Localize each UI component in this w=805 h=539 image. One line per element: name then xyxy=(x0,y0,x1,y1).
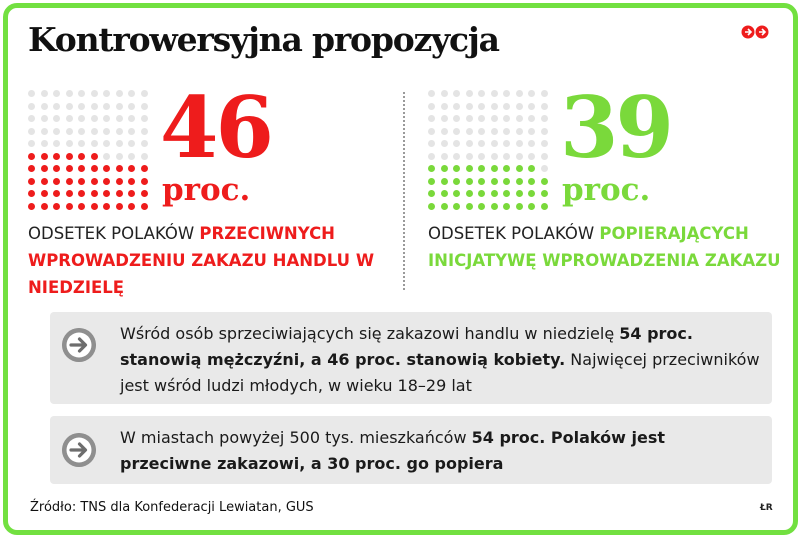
waffle-dot-empty xyxy=(528,115,535,122)
waffle-dot-empty xyxy=(516,128,523,135)
waffle-dot-empty xyxy=(428,128,435,135)
source-note: Źródło: TNS dla Konfederacji Lewiatan, GUS xyxy=(30,500,314,515)
waffle-dot-filled xyxy=(116,178,123,185)
waffle-dot-filled xyxy=(453,165,460,172)
waffle-dot-filled xyxy=(28,153,35,160)
waffle-dot-empty xyxy=(66,90,73,97)
waffle-dot-empty xyxy=(103,153,110,160)
waffle-dot-empty xyxy=(516,90,523,97)
waffle-dot-filled xyxy=(428,190,435,197)
waffle-dot-empty xyxy=(103,128,110,135)
waffle-dot-empty xyxy=(41,90,48,97)
waffle-dot-empty xyxy=(66,103,73,110)
waffle-dot-empty xyxy=(541,90,548,97)
waffle-dot-filled xyxy=(116,165,123,172)
waffle-dot-empty xyxy=(441,140,448,147)
waffle-dot-filled xyxy=(478,178,485,185)
description-plain: ODSETEK POLAKÓW xyxy=(28,224,200,243)
waffle-dot-empty xyxy=(41,115,48,122)
waffle-dot-filled xyxy=(516,190,523,197)
waffle-dot-empty xyxy=(478,140,485,147)
waffle-dot-empty xyxy=(41,140,48,147)
waffle-dot-empty xyxy=(78,140,85,147)
waffle-dot-empty xyxy=(503,128,510,135)
waffle-dot-empty xyxy=(478,153,485,160)
description-highlight: POPIERAJĄCYCH INICJATYWĘ WPROWADZENIA ZAKAZU xyxy=(428,224,781,270)
page-title: Kontrowersyjna propozycja xyxy=(28,20,499,59)
waffle-dot-empty xyxy=(78,103,85,110)
waffle-dot-filled xyxy=(428,165,435,172)
waffle-dot-empty xyxy=(128,140,135,147)
waffle-dot-filled xyxy=(116,190,123,197)
waffle-dot-filled xyxy=(141,178,148,185)
waffle-dot-empty xyxy=(141,128,148,135)
waffle-dot-filled xyxy=(141,165,148,172)
waffle-dot-empty xyxy=(491,115,498,122)
waffle-dot-empty xyxy=(53,103,60,110)
waffle-dot-filled xyxy=(41,203,48,210)
waffle-dot-filled xyxy=(91,190,98,197)
waffle-chart-against xyxy=(28,90,153,214)
waffle-dot-empty xyxy=(541,115,548,122)
waffle-dot-filled xyxy=(78,165,85,172)
waffle-dot-filled xyxy=(41,165,48,172)
waffle-dot-empty xyxy=(491,140,498,147)
waffle-dot-empty xyxy=(491,103,498,110)
note-box-1 xyxy=(50,312,772,404)
waffle-dot-filled xyxy=(78,178,85,185)
waffle-dot-empty xyxy=(53,128,60,135)
waffle-dot-filled xyxy=(491,165,498,172)
waffle-dot-empty xyxy=(41,103,48,110)
waffle-dot-empty xyxy=(441,153,448,160)
waffle-dot-filled xyxy=(541,203,548,210)
waffle-dot-empty xyxy=(141,153,148,160)
author-credit: ŁR xyxy=(760,503,773,513)
waffle-dot-empty xyxy=(91,90,98,97)
waffle-dot-empty xyxy=(528,153,535,160)
waffle-dot-empty xyxy=(28,103,35,110)
waffle-dot-filled xyxy=(53,153,60,160)
waffle-dot-filled xyxy=(541,190,548,197)
waffle-dot-filled xyxy=(441,165,448,172)
description-highlight: PRZECIWNYCH WPROWADZENIU ZAKAZU HANDLU W NIEDZIELĘ xyxy=(28,224,375,297)
waffle-dot-empty xyxy=(503,90,510,97)
waffle-dot-empty xyxy=(91,140,98,147)
waffle-dot-empty xyxy=(53,115,60,122)
waffle-dot-empty xyxy=(116,153,123,160)
stat-unit-against: proc. xyxy=(162,172,251,208)
waffle-dot-empty xyxy=(466,90,473,97)
waffle-dot-empty xyxy=(478,128,485,135)
waffle-dot-empty xyxy=(503,103,510,110)
waffle-dot-filled xyxy=(541,178,548,185)
publisher-logo-icon xyxy=(741,24,771,40)
waffle-dot-empty xyxy=(28,128,35,135)
waffle-dot-filled xyxy=(478,203,485,210)
waffle-dot-empty xyxy=(528,128,535,135)
waffle-dot-filled xyxy=(478,165,485,172)
waffle-dot-empty xyxy=(428,90,435,97)
infographic-frame xyxy=(3,3,798,535)
waffle-dot-filled xyxy=(491,203,498,210)
waffle-dot-filled xyxy=(128,203,135,210)
waffle-dot-empty xyxy=(28,115,35,122)
note-text-regular: W miastach powyżej 500 tys. mieszkańców xyxy=(120,428,472,447)
waffle-dot-filled xyxy=(503,203,510,210)
waffle-chart-support xyxy=(428,90,553,214)
waffle-dot-empty xyxy=(103,103,110,110)
waffle-dot-filled xyxy=(103,203,110,210)
note-text-bold: 54 proc. stanowią mężczyźni, a 46 proc. stanowią kobiety. xyxy=(120,324,693,369)
waffle-dot-empty xyxy=(516,153,523,160)
waffle-dot-empty xyxy=(141,115,148,122)
waffle-dot-empty xyxy=(103,90,110,97)
waffle-dot-empty xyxy=(141,140,148,147)
waffle-dot-filled xyxy=(491,190,498,197)
waffle-dot-empty xyxy=(116,128,123,135)
waffle-dot-filled xyxy=(28,203,35,210)
waffle-dot-filled xyxy=(66,203,73,210)
waffle-dot-empty xyxy=(466,153,473,160)
waffle-dot-filled xyxy=(453,190,460,197)
waffle-dot-filled xyxy=(116,203,123,210)
waffle-dot-filled xyxy=(78,153,85,160)
waffle-dot-filled xyxy=(528,178,535,185)
waffle-dot-empty xyxy=(116,115,123,122)
waffle-dot-filled xyxy=(103,190,110,197)
waffle-dot-empty xyxy=(453,115,460,122)
waffle-dot-empty xyxy=(541,165,548,172)
waffle-dot-empty xyxy=(441,128,448,135)
waffle-dot-empty xyxy=(541,103,548,110)
waffle-dot-filled xyxy=(53,165,60,172)
stat-unit-support: proc. xyxy=(562,172,651,208)
stat-description-against xyxy=(28,220,388,301)
waffle-dot-filled xyxy=(53,190,60,197)
waffle-dot-filled xyxy=(91,153,98,160)
waffle-dot-empty xyxy=(541,153,548,160)
waffle-dot-filled xyxy=(28,165,35,172)
waffle-dot-empty xyxy=(466,140,473,147)
waffle-dot-empty xyxy=(453,153,460,160)
waffle-dot-filled xyxy=(491,178,498,185)
arrow-right-icon xyxy=(62,328,96,362)
waffle-dot-filled xyxy=(66,165,73,172)
waffle-dot-filled xyxy=(41,178,48,185)
waffle-dot-empty xyxy=(441,115,448,122)
waffle-dot-empty xyxy=(116,90,123,97)
waffle-dot-empty xyxy=(128,115,135,122)
waffle-dot-empty xyxy=(78,128,85,135)
waffle-dot-empty xyxy=(91,128,98,135)
waffle-dot-filled xyxy=(41,190,48,197)
waffle-dot-empty xyxy=(453,90,460,97)
waffle-dot-empty xyxy=(528,140,535,147)
waffle-dot-filled xyxy=(66,190,73,197)
waffle-dot-empty xyxy=(503,140,510,147)
waffle-dot-filled xyxy=(128,178,135,185)
waffle-dot-filled xyxy=(503,165,510,172)
note-text-2 xyxy=(120,425,760,477)
waffle-dot-empty xyxy=(91,115,98,122)
waffle-dot-empty xyxy=(428,140,435,147)
waffle-dot-filled xyxy=(466,178,473,185)
waffle-dot-filled xyxy=(66,178,73,185)
waffle-dot-filled xyxy=(128,165,135,172)
waffle-dot-empty xyxy=(453,140,460,147)
waffle-dot-filled xyxy=(441,203,448,210)
waffle-dot-filled xyxy=(53,178,60,185)
waffle-dot-empty xyxy=(491,90,498,97)
description-plain: ODSETEK POLAKÓW xyxy=(428,224,600,243)
waffle-dot-filled xyxy=(503,178,510,185)
waffle-dot-filled xyxy=(41,153,48,160)
note-text-regular: Najwięcej przeciwników jest wśród ludzi młodych, w wieku 18–29 lat xyxy=(120,350,760,395)
waffle-dot-empty xyxy=(516,103,523,110)
waffle-dot-empty xyxy=(128,103,135,110)
waffle-dot-empty xyxy=(128,153,135,160)
stat-number-against: 46 xyxy=(160,78,271,177)
waffle-dot-empty xyxy=(528,90,535,97)
waffle-dot-filled xyxy=(28,190,35,197)
waffle-dot-empty xyxy=(78,115,85,122)
waffle-dot-filled xyxy=(91,203,98,210)
waffle-dot-empty xyxy=(466,115,473,122)
waffle-dot-empty xyxy=(441,103,448,110)
waffle-dot-empty xyxy=(41,128,48,135)
waffle-dot-empty xyxy=(478,115,485,122)
waffle-dot-empty xyxy=(428,115,435,122)
waffle-dot-filled xyxy=(528,203,535,210)
waffle-dot-empty xyxy=(453,103,460,110)
waffle-dot-empty xyxy=(428,153,435,160)
waffle-dot-empty xyxy=(478,90,485,97)
waffle-dot-empty xyxy=(428,103,435,110)
waffle-dot-filled xyxy=(91,165,98,172)
waffle-dot-empty xyxy=(128,90,135,97)
waffle-dot-empty xyxy=(503,153,510,160)
waffle-dot-empty xyxy=(491,128,498,135)
waffle-dot-empty xyxy=(91,103,98,110)
waffle-dot-empty xyxy=(466,128,473,135)
waffle-dot-empty xyxy=(28,90,35,97)
waffle-dot-filled xyxy=(91,178,98,185)
waffle-dot-filled xyxy=(516,203,523,210)
waffle-dot-filled xyxy=(128,190,135,197)
waffle-dot-filled xyxy=(141,190,148,197)
waffle-dot-filled xyxy=(516,165,523,172)
waffle-dot-empty xyxy=(116,103,123,110)
waffle-dot-filled xyxy=(103,165,110,172)
waffle-dot-filled xyxy=(453,203,460,210)
waffle-dot-empty xyxy=(103,140,110,147)
waffle-dot-filled xyxy=(141,203,148,210)
waffle-dot-empty xyxy=(478,103,485,110)
waffle-dot-empty xyxy=(66,140,73,147)
waffle-dot-filled xyxy=(441,178,448,185)
waffle-dot-empty xyxy=(78,90,85,97)
waffle-dot-filled xyxy=(528,190,535,197)
arrow-right-icon xyxy=(62,433,96,467)
waffle-dot-empty xyxy=(66,115,73,122)
column-divider xyxy=(403,92,405,290)
waffle-dot-filled xyxy=(466,165,473,172)
stat-description-support xyxy=(428,220,788,274)
waffle-dot-empty xyxy=(441,90,448,97)
waffle-dot-empty xyxy=(453,128,460,135)
stat-number-support: 39 xyxy=(560,78,671,177)
note-text-regular: Wśród osób sprzeciwiających się zakazowi handlu w niedzielę xyxy=(120,324,620,343)
waffle-dot-empty xyxy=(503,115,510,122)
waffle-dot-empty xyxy=(516,140,523,147)
waffle-dot-filled xyxy=(428,203,435,210)
waffle-dot-empty xyxy=(528,103,535,110)
waffle-dot-filled xyxy=(453,178,460,185)
note-box-2 xyxy=(50,416,772,484)
waffle-dot-filled xyxy=(78,190,85,197)
waffle-dot-empty xyxy=(53,90,60,97)
waffle-dot-filled xyxy=(28,178,35,185)
waffle-dot-empty xyxy=(466,103,473,110)
waffle-dot-filled xyxy=(428,178,435,185)
waffle-dot-filled xyxy=(478,190,485,197)
waffle-dot-filled xyxy=(503,190,510,197)
waffle-dot-filled xyxy=(466,190,473,197)
waffle-dot-filled xyxy=(528,165,535,172)
waffle-dot-empty xyxy=(141,90,148,97)
note-text-1 xyxy=(120,321,760,399)
waffle-dot-filled xyxy=(516,178,523,185)
waffle-dot-empty xyxy=(541,140,548,147)
waffle-dot-empty xyxy=(116,140,123,147)
waffle-dot-empty xyxy=(516,115,523,122)
waffle-dot-empty xyxy=(53,140,60,147)
waffle-dot-filled xyxy=(103,178,110,185)
waffle-dot-empty xyxy=(28,140,35,147)
waffle-dot-empty xyxy=(491,153,498,160)
waffle-dot-filled xyxy=(441,190,448,197)
waffle-dot-empty xyxy=(103,115,110,122)
waffle-dot-filled xyxy=(466,203,473,210)
waffle-dot-empty xyxy=(128,128,135,135)
waffle-dot-filled xyxy=(66,153,73,160)
waffle-dot-empty xyxy=(141,103,148,110)
waffle-dot-filled xyxy=(78,203,85,210)
waffle-dot-filled xyxy=(53,203,60,210)
note-text-bold: 54 proc. Polaków jest przeciwne zakazowi, a 30 proc. go popiera xyxy=(120,428,665,473)
waffle-dot-empty xyxy=(66,128,73,135)
waffle-dot-empty xyxy=(541,128,548,135)
